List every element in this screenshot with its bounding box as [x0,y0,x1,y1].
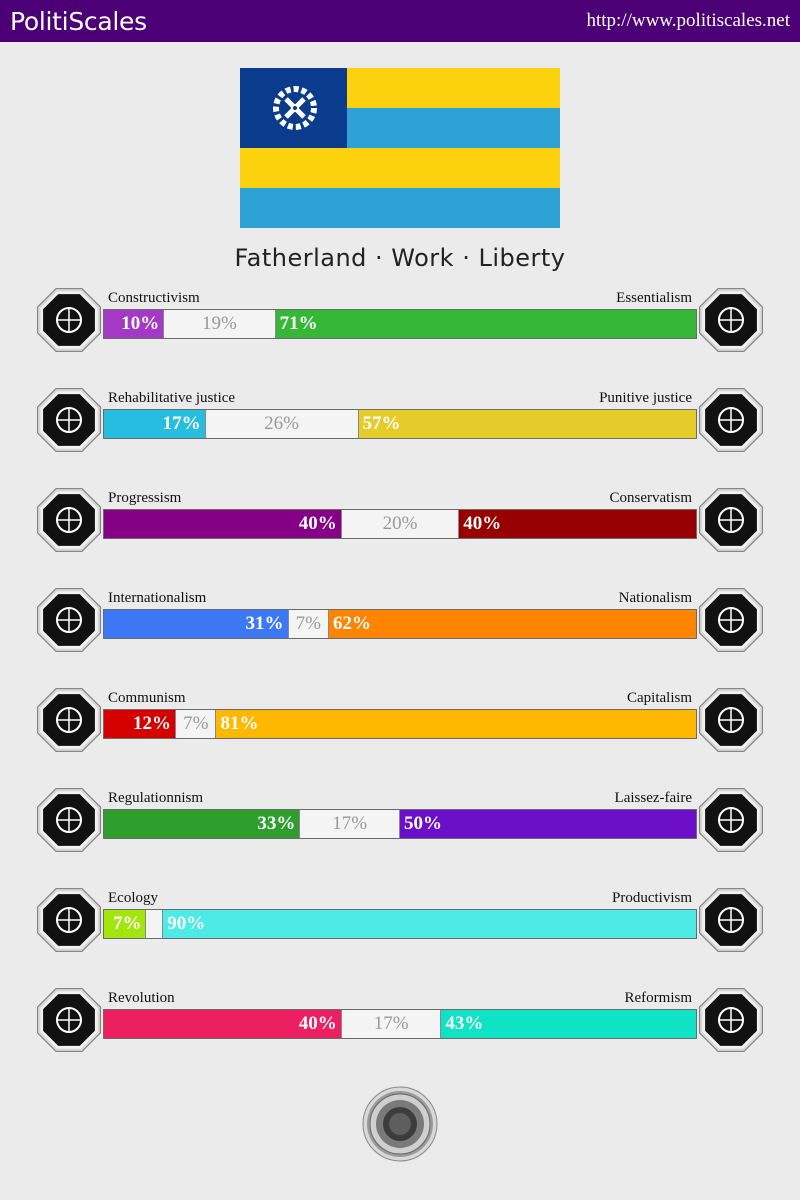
axis-left-label: Internationalism [108,590,207,606]
axis-middle-segment: 17% [341,1010,442,1038]
axis-right-label: Laissez-faire [614,790,692,806]
axis-bar [103,909,697,939]
prison-bars-icon [696,385,766,455]
axis-left-segment: 10% [104,310,163,338]
axis-bar [103,809,697,839]
axis-bar [103,409,697,439]
sprout-icon [34,885,104,955]
axis-row [0,582,800,682]
ideology-flag [240,68,560,228]
flag-stripe-3 [240,148,560,188]
axis-row [0,282,800,382]
axis-left-label: Ecology [108,890,158,906]
axis-bar [103,1009,697,1039]
axis-right-segment: 50% [400,810,696,838]
axis-row [0,382,800,482]
waving-flag-icon [696,585,766,655]
axis-row [0,982,800,1082]
axis-left-label: Constructivism [108,290,200,306]
axis-right-label: Nationalism [618,590,692,606]
axis-row [0,782,800,882]
axis-left-segment: 12% [104,710,175,738]
axis-middle-segment [145,910,163,938]
axis-right-label: Capitalism [627,690,692,706]
axis-right-segment: 71% [276,310,696,338]
axis-bar [103,609,697,639]
axis-left-label: Revolution [108,990,175,1006]
axis-left-segment: 40% [104,510,341,538]
money-bag-icon [696,685,766,755]
site-url[interactable]: http://www.politiscales.net [586,10,790,31]
axis-right-label: Essentialism [616,290,692,306]
handshake-icon [34,385,104,455]
gear-icon [696,885,766,955]
axis-right-label: Reformism [624,990,692,1006]
axis-left-label: Regulationnism [108,790,203,806]
axis-middle-segment: 17% [299,810,400,838]
axis-right-label: Punitive justice [599,390,692,406]
globe-laurel-icon [34,585,104,655]
axis-left-segment: 7% [104,910,145,938]
hammer-sickle-icon [34,685,104,755]
parliament-dome-icon [696,985,766,1055]
butterflies-icon [696,785,766,855]
axis-right-segment: 43% [441,1010,696,1038]
flag-stripe-4 [240,188,560,228]
crystal-flower-icon [696,285,766,355]
axis-right-label: Productivism [611,890,692,906]
axis-right-segment: 40% [459,510,696,538]
axis-bar [103,709,697,739]
axis-left-label: Progressism [108,490,182,506]
flag-slogan: Fatherland · Work · Liberty [234,244,566,272]
axis-bar [103,509,697,539]
axis-left-label: Rehabilitative justice [108,390,236,406]
quill-pen-icon [696,485,766,555]
axis-left-segment: 40% [104,1010,341,1038]
rocket-icon [34,485,104,555]
site-brand[interactable]: PolitiScales [10,6,147,36]
axis-right-label: Conservatism [609,490,692,506]
axis-middle-segment: 7% [288,610,329,638]
axis-left-label: Communism [108,690,186,706]
axis-bar [103,309,697,339]
politiscales-seal-icon [362,1086,438,1162]
axis-middle-segment: 7% [175,710,216,738]
axis-row [0,482,800,582]
axis-left-segment: 17% [104,410,205,438]
axis-row [0,882,800,982]
fist-icon [34,985,104,1055]
axis-right-segment: 81% [216,710,696,738]
axis-middle-segment: 20% [341,510,459,538]
axis-left-segment: 33% [104,810,299,838]
axis-middle-segment: 19% [163,310,275,338]
axis-right-segment: 90% [163,910,696,938]
site-header [0,0,800,42]
eye-web-icon [34,285,104,355]
axis-middle-segment: 26% [205,410,359,438]
axis-right-segment: 57% [359,410,696,438]
axis-row [0,682,800,782]
axis-right-segment: 62% [329,610,696,638]
ruler-compass-icon [34,785,104,855]
axis-left-segment: 31% [104,610,288,638]
